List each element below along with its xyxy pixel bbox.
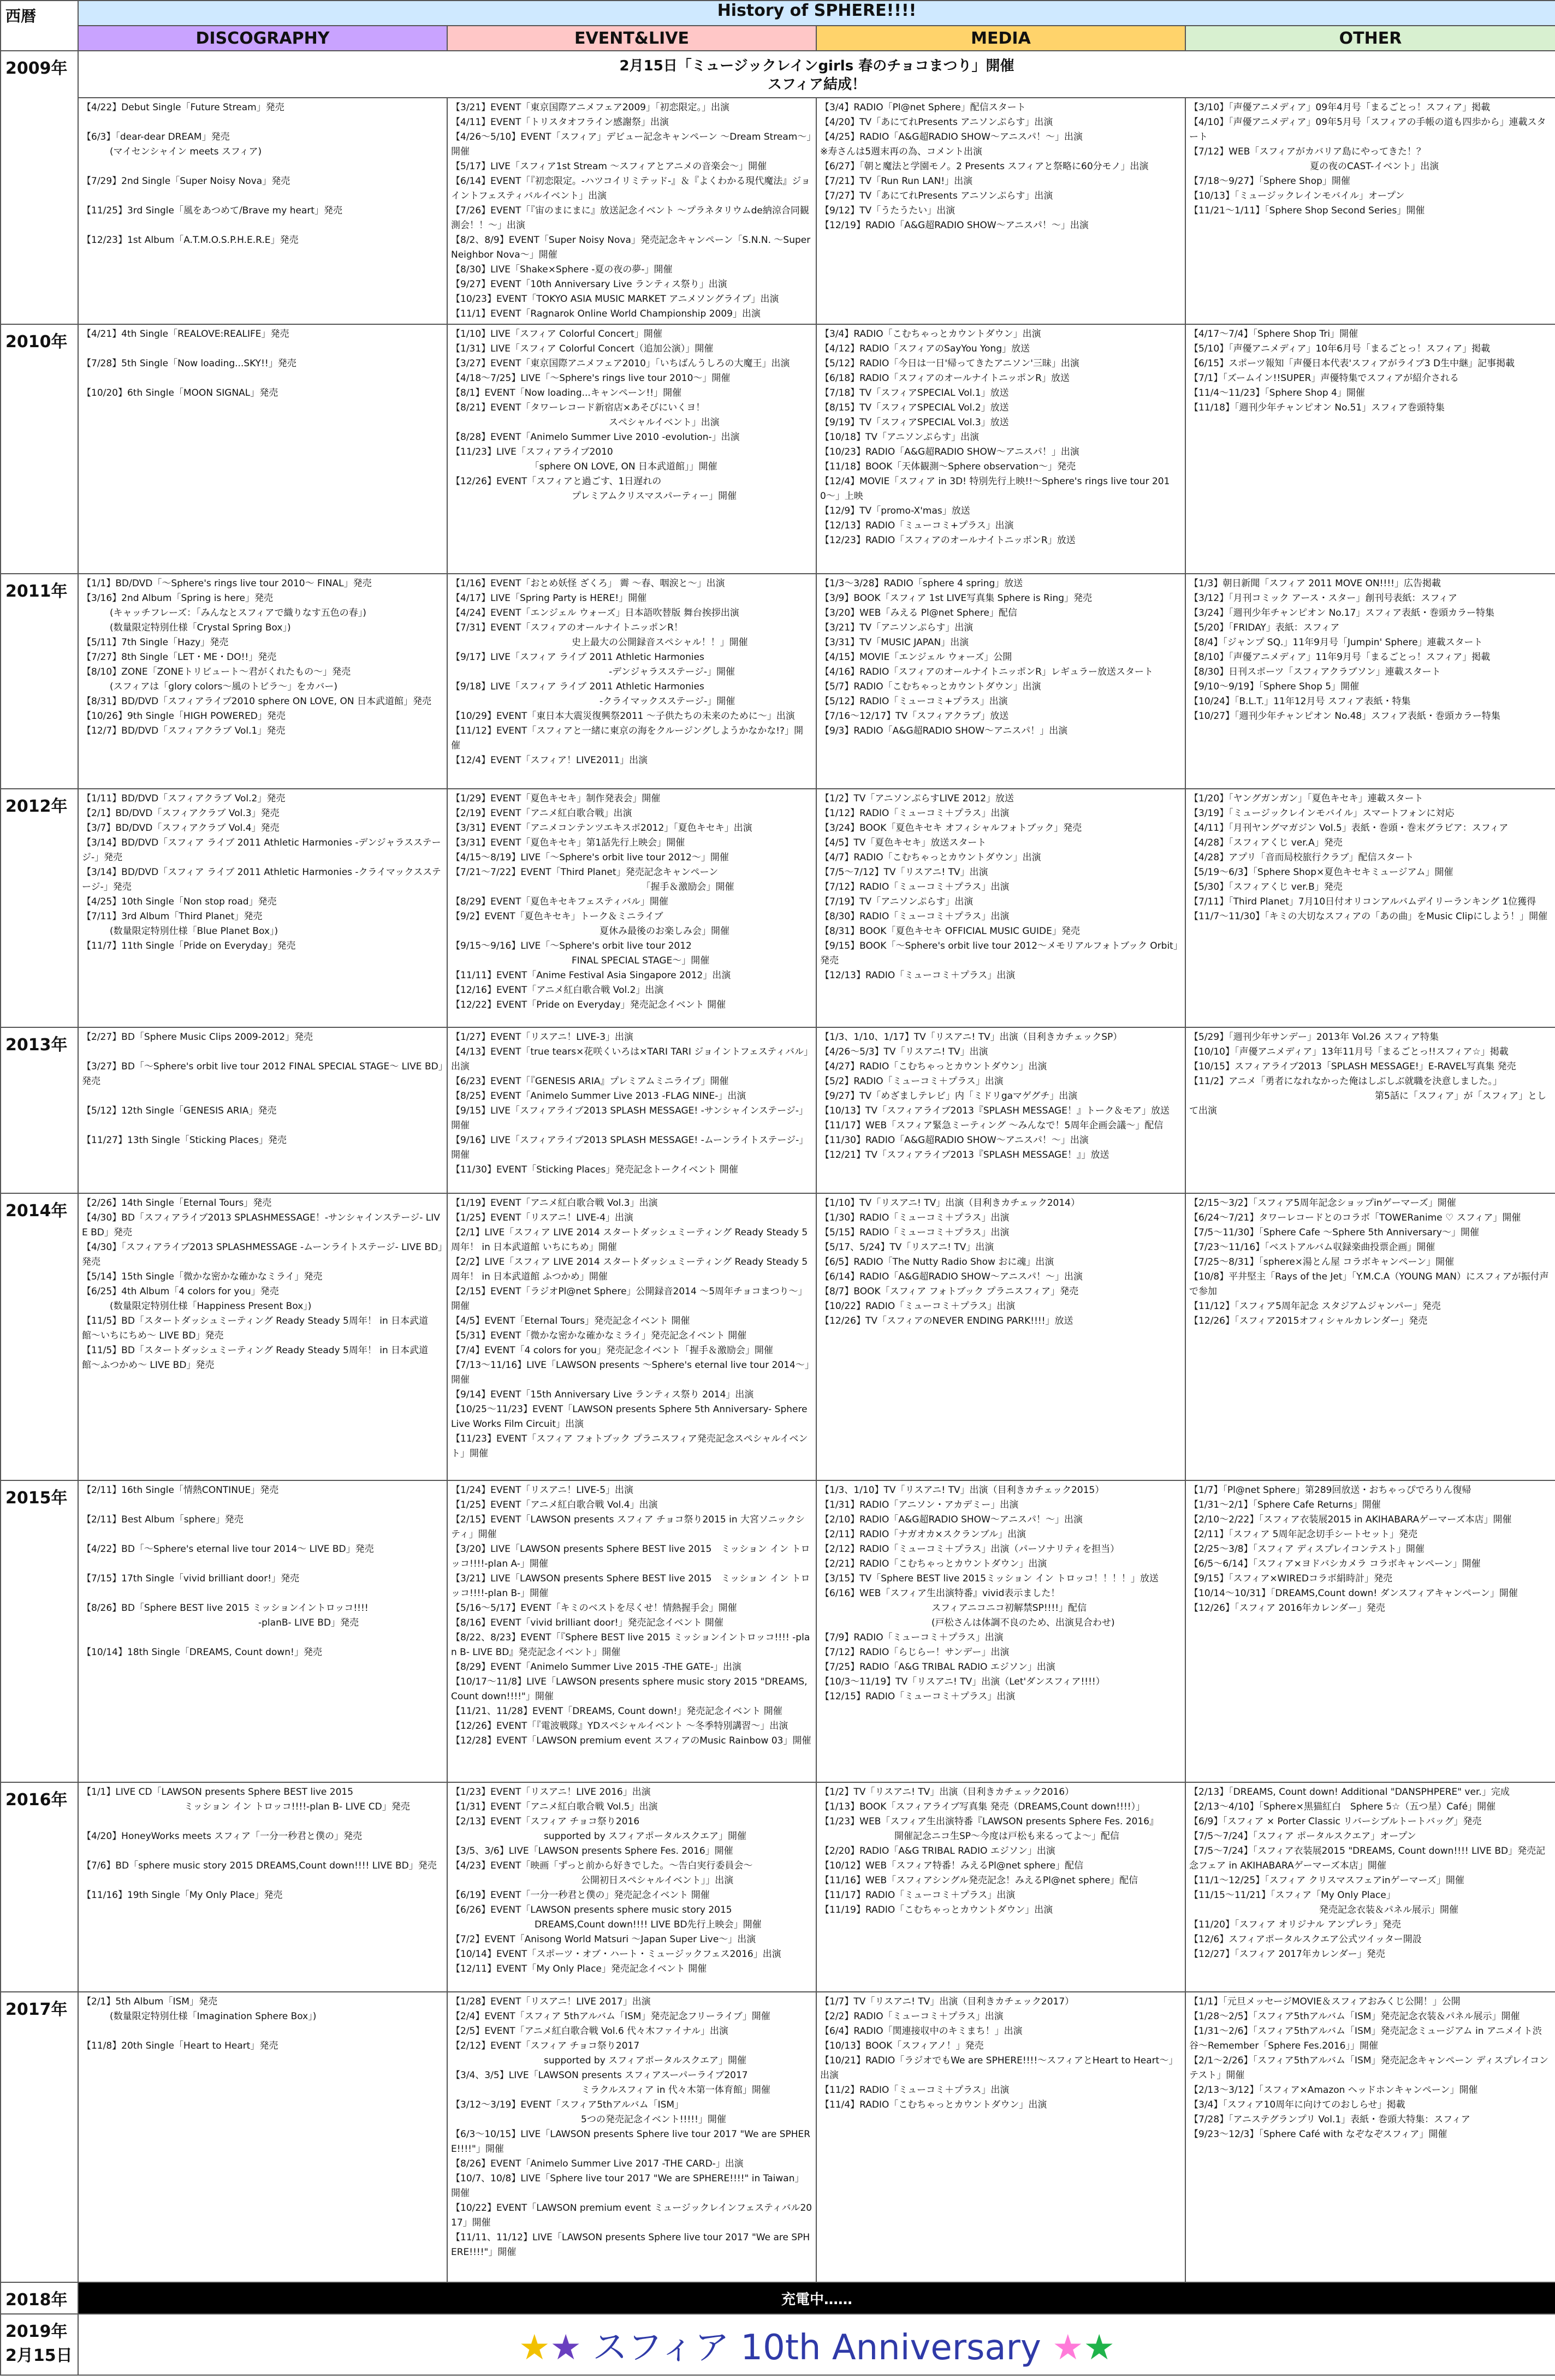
- year-row-2009: [1, 51, 1555, 98]
- year-label: 2011年: [1, 574, 78, 789]
- media-cell: 【1/10】TV「リスアニ! TV」出演（目利きカチェック2014） 【1/30】RADIO「ミューコミ＋プラス」出演 【5/15】RADIO「ミューコミ＋プラス」出演 【5/17、5/24】TV「リスアニ! TV」出演 【6/5】RADIO「The Nutty Radio Show おに魂」出演 【6/14】RADIO「A&G超RADIO SHOW〜アニスパ！〜」出演 【8/7】BOOK「スフィア フォトブック プラニスフィア」発売 【10/22】RADIO「ミューコミ＋プラス」出演 【12/26】TV「スフィアのNEVER ENDING PARK!!!!」放送: [816, 1193, 1185, 1480]
- charging-banner: 充電中……: [78, 2282, 1555, 2314]
- year-label: 2016年: [1, 1782, 78, 1992]
- category-other: OTHER: [1185, 26, 1555, 51]
- media-cell: 【1/7】TV「リスアニ! TV」出演（目利きカチェック2017） 【2/2】RADIO「ミューコミ＋プラス」出演 【6/4】RADIO「関連接収中のキミまち！」出演 【10/13】BOOK「スフィアノ！」発売 【10/21】RADIO「ラジオでもWe are SPHERE!!!!〜スフィアとHeart to Heart〜」出演 【11/2】RADIO「ミューコミ＋プラス」出演 【11/4】RADIO「こむちゃっとカウントダウン」出演: [816, 1992, 1185, 2282]
- year-label: 2012年: [1, 789, 78, 1027]
- category-discography: DISCOGRAPHY: [78, 26, 447, 51]
- discography-cell: 【4/22】Debut Single「Future Stream」発売 【6/3】「dear-dear DREAM」発売 (マイセンシャイン meets スフィア) 【7/29】2nd Single「Super Noisy Nova」発売 【11/25】3rd Single「風をあつめて/Brave my heart」発売 【12/23】1st Album「A.T.M.O.S.P.H.E.R.E」発売: [78, 98, 447, 324]
- event-cell: 【1/29】EVENT「夏色キセキ」制作発表会」開催 【2/19】EVENT「アニメ紅白歌合戦」出演 【3/31】EVENT「アニメコンテンツエキスポ2012」「夏色キセキ」出演 【3/31】EVENT「夏色キセキ」第1話先行上映会」開催 【4/15〜8/19】LIVE「〜Sphere's orbit live tour 2012〜」開催 【7/21〜7/22】EVENT「Third Planet」発売記念キャンペーン 「握手＆激励会」開催 【8/29】EVENT「夏色キセキフェスティバル」開催 【9/2】EVENT「夏色キセキ」トーク＆ミニライブ 夏休み最後のお楽しみ会」開催 【9/15〜9/16】LIVE「〜Sphere's orbit live tour 2012 FINAL SPECIAL STAGE〜」開催 【11/11】EVENT「Anime Festival Asia Singapore 2012」出演 【12/16】EVENT「アニメ紅白歌合戦 Vol.2」出演 【12/22】EVENT「Pride on Everyday」発売記念イベント 開催: [447, 789, 816, 1027]
- year-row-2011: [1, 574, 1555, 789]
- event-cell: 【1/28】EVENT「リスアニ！LIVE 2017」出演 【2/4】EVENT「スフィア 5thアルバム「ISM」発売記念フリーライブ」開催 【2/5】EVENT「アニメ紅白歌合戦 Vol.6 代々木ファイナル」出演 【2/12】EVENT「スフィア チョコ祭り2017 supported by スフィアポータルスクエア」開催 【3/4、3/5】LIVE「LAWSON presents スフィアスーパーライブ2017 ミラクルスフィア in 代々木第一体育館」開催 【3/12〜3/19】EVENT「スフィア5thアルバム「ISM」 5つの発売記念イベント!!!!!」開催 【6/3〜10/15】LIVE「LAWSON presents Sphere live tour 2017 "We are SPHERE!!!!"」開催 【8/26】EVENT「Animelo Summer Live 2017 -THE CARD-」出演 【10/7、10/8】LIVE「Sphere live tour 2017 "We are SPHERE!!!!" in Taiwan」開催 【10/22】EVENT「LAWSON premium event ミュージックレインフェスティバル2017」開催 【11/11、11/12】LIVE「LAWSON presents Sphere live tour 2017 "We are SPHERE!!!!"」開催: [447, 1992, 816, 2282]
- category-event-live: EVENT&LIVE: [447, 26, 816, 51]
- year-label: 2015年: [1, 1480, 78, 1782]
- formation-banner: 2月15日「ミュージックレインgirls 春のチョコまつり」開催 スフィア結成！: [78, 51, 1555, 98]
- discography-cell: 【4/21】4th Single「REALOVE:REALIFE」発売 【7/28】5th Single「Now loading...SKY!!」発売 【10/20】6th Single「MOON SIGNAL」発売: [78, 324, 447, 574]
- event-cell: 【1/10】LIVE「スフィア Colorful Concert」開催 【1/31】LIVE「スフィア Colorful Concert（追加公演）」開催 【3/27】EVENT「東京国際アニメフェア2010」「いちばんうしろの大魔王」出演 【4/18〜7/25】LIVE「〜Sphere's rings live tour 2010〜」開催 【8/1】EVENT「Now loading...キャンペーン!!」開催 【8/21】EVENT「タワーレコード新宿店×あそびにいくヨ！ スペシャルイベント」出演 【8/28】EVENT「Animelo Summer Live 2010 -evolution-」出演 【11/23】LIVE「スフィアライブ2010 「sphere ON LOVE, ON 日本武道館」」開催 【12/26】EVENT「スフィアと過ごす、1日遅れの プレミアムクリスマスパーティー」開催: [447, 324, 816, 574]
- year-label: 2013年: [1, 1027, 78, 1193]
- event-cell: 【3/21】EVENT「東京国際アニメフェア2009」「初恋限定。」出演 【4/11】EVENT「トリスタオフライン感謝祭」出演 【4/26〜5/10】EVENT「スフィア」デビュー記念キャンペーン 〜Dream Stream〜」開催 【5/17】LIVE「スフィア1st Stream 〜スフィアとアニメの音楽会〜」開催 【6/14】EVENT「『初恋限定。-ハツコイリミテッド-』＆『よくわかる現代魔法』ジョイントフェスティバルイベント」出演 【7/26】EVENT「『宙のまにまに』放送記念イベント 〜プラネタリウムde納涼合同観測会！！〜」出演 【8/2、8/9】EVENT「Super Noisy Nova」発売記念キャンペーン「S.N.N. 〜Super Neighbor Nova〜」開催 【8/30】LIVE「Shake×Sphere -夏の夜の夢-」開催 【9/27】EVENT「10th Anniversary Live ランティス祭り」出演 【10/23】EVENT「TOKYO ASIA MUSIC MARKET アニメソングライブ」出演 【11/1】EVENT「Ragnarok Online World Championship 2009」出演: [447, 98, 816, 324]
- event-cell: 【1/16】EVENT「おとめ妖怪 ざくろ」 霽 〜春、咽涙と〜」出演 【4/17】LIVE「Spring Party is HERE!」開催 【4/24】EVENT「エンジェル ウォーズ」日本語吹替版 舞台挨拶出演 【7/31】EVENT「スフィアのオールナイトニッポンR！ 史上最大の公開録音スペシャル！！」開催 【9/17】LIVE「スフィア ライブ 2011 Athletic Harmonies -デンジャラスステージ-」開催 【9/18】LIVE「スフィア ライブ 2011 Athletic Harmonies -クライマックスステージ-」開催 【10/29】EVENT「東日本大震災復興祭2011 〜子供たちの未来のために〜」出演 【11/12】EVENT「スフィアと一緒に東京の海をクルージングしようかなかな!?」開催 【12/4】EVENT「スフィア！LIVE2011」出演: [447, 574, 816, 789]
- year-row-2010: [1, 324, 1555, 574]
- other-cell: 【2/15〜3/2】「スフィア5周年記念ショップinゲーマーズ」開催 【6/24〜7/21】タワーレコードとのコラボ「TOWERanime ♡ スフィア」開催 【7/5〜11/30】「Sphere Cafe 〜Sphere 5th Anniversary〜」開催 【7/23〜11/16】「ベストアルバム収録楽曲投票企画」開催 【7/25〜8/31】「sphere×湯とん屋 コラボキャンペーン」開催 【10/8】平井堅主「Rays of the Jet」「Y.M.C.A（YOUNG MAN）にスフィアが振付声で参加 【11/12】「スフィア5周年記念 スタジアムジャンパー」発売 【12/26】「スフィア2015オフィシャルカレンダー」発売: [1185, 1193, 1555, 1480]
- year-label: 2019年 2月15日: [1, 2314, 78, 2375]
- other-cell: 【4/17〜7/4】「Sphere Shop Tri」開催 【5/10】「声優アニメディア」10年6月号「まるごとっ！スフィア」掲載 【6/15】スポーツ報知「声優日本代表'スフィアがライブ3 D生中継」記事掲載 【7/1】「ズームイン!!SUPER」声優特集でスフィアが紹介される 【11/4〜11/23】「Sphere Shop 4」開催 【11/18】「週刊少年チャンピオン No.51」スフィア巻頭特集: [1185, 324, 1555, 574]
- year-label: 2010年: [1, 324, 78, 574]
- year-row-2019: [1, 2314, 1555, 2375]
- event-cell: 【1/23】EVENT「リスアニ！LIVE 2016」出演 【1/31】EVENT「アニメ紅白歌合戦 Vol.5」出演 【2/13】EVENT「スフィア チョコ祭り2016 supported by スフィアポータルスクエア」開催 【3/5、3/6】LIVE「LAWSON presents Sphere Fes. 2016」開催 【4/23】EVENT「映画「ずっと前から好きでした。〜告白実行委員会〜 公開初日スペシャルイベント」」出演 【6/19】EVENT「一分一秒君と僕の」発売記念イベント 開催 【6/26】EVENT「LAWSON presents sphere music story 2015 DREAMS,Count down!!!! LIVE BD先行上映会」開催 【7/2】EVENT「Anisong World Matsuri 〜Japan Super Live〜」出演 【10/14】EVENT「スポーツ・オブ・ハート・ミュージックフェス2016」出演 【12/11】EVENT「My Only Place」発売記念イベント 開催: [447, 1782, 816, 1992]
- year-label: 2017年: [1, 1992, 78, 2282]
- discography-cell: 【1/1】LIVE CD「LAWSON presents Sphere BEST live 2015 ミッション イン トロッコ!!!!-plan B- LIVE CD」発売 【4/20】HoneyWorks meets スフィア「一分一秒君と僕の」発売 【7/6】BD「sphere music story 2015 DREAMS,Count down!!!! LIVE BD」発売 【11/16】19th Single「My Only Place」発売: [78, 1782, 447, 1992]
- other-cell: 【1/7】「Pl@net Sphere」第289回放送・おちゃっぴでろりん復帰 【1/31〜2/1】「Sphere Cafe Returns」開催 【2/10〜2/22】「スフィア衣装展2015 in AKIHABARAゲーマーズ本店」開催 【2/11】「スフィア 5周年記念切手シートセット」発売 【2/25〜3/8】「スフィア ディスプレイコンテスト」開催 【6/5〜6/14】「スフィア×ヨドバシカメラ コラボキャンペーン」開催 【9/15】「スフィア×WIREDコラボ絹時計」発売 【10/14〜10/31】「DREAMS,Count down! ダンスフィアキャンペーン」開催 【12/26】「スフィア 2016年カレンダー」発売: [1185, 1480, 1555, 1782]
- anniversary-text: スフィア 10th Anniversary: [592, 2328, 1041, 2368]
- year-label: 2009年: [1, 51, 78, 324]
- media-cell: 【1/2】TV「リスアニ! TV」出演（目利きカチェック2016） 【1/13】BOOK「スフィアライブ写真集 発売（DREAMS,Count down!!!!）」 【1/23】WEB「スフィア生出演特番『LAWSON presents Sphere Fes. 2016』 開催記念ニコ生SP〜今度は戸松も来るってよ〜」配信 【2/20】RADIO「A&G TRIBAL RADIO エジソン」出演 【10/12】WEB「スフィア特番！みえるPl@net sphere」配信 【11/16】WEB「スフィアシングル発売記念！みえるPl@net sphere」配信 【11/17】RADIO「ミューコミ＋プラス」出演 【11/19】RADIO「こむちゃっとカウントダウン」出演: [816, 1782, 1185, 1992]
- year-column-header: 西暦: [1, 1, 78, 51]
- other-cell: 【5/29】「週刊少年サンデー」2013年 Vol.26 スフィア特集 【10/10】「声優アニメディア」13年11月号「まるごとっ!!スフィア☆」掲載 【10/15】スフィアライブ2013「SPLASH MESSAGE!」E-RAVEL写真集 発売 【11/2】アニメ「勇者になれなかった俺はしぶしぶ就職を決意しました。」 第5話に「スフィア」が「スフィア」として出演: [1185, 1027, 1555, 1193]
- year-row-2014: [1, 1193, 1555, 1480]
- year-row-2015: [1, 1480, 1555, 1782]
- event-cell: 【1/24】EVENT「リスアニ！LIVE-5」出演 【1/25】EVENT「アニメ紅白歌合戦 Vol.4」出演 【2/15】EVENT「LAWSON presents スフィア チョコ祭り2015 in 大宮ソニックシティ」開催 【3/20】LIVE「LAWSON presents Sphere BEST live 2015 ミッション イン トロッコ!!!!-plan A-」開催 【3/21】LIVE「LAWSON presents Sphere BEST live 2015 ミッション イン トロッコ!!!!-plan B-」開催 【5/16〜5/17】EVENT「キミのベストを尽くせ！情熱握手会」開催 【8/16】EVENT「vivid brilliant door!」発売記念イベント 開催 【8/22、8/23】EVENT「『Sphere BEST live 2015 ミッションイントロッコ!!!! -plan B- LIVE BD』発売記念イベント」開催 【8/29】EVENT「Animelo Summer Live 2015 -THE GATE-」出演 【10/17〜11/8】LIVE「LAWSON presents sphere music story 2015 "DREAMS, Count down!!!!"」開催 【11/21、11/28】EVENT「DREAMS, Count down!」発売記念イベント 開催 【12/26】EVENT「『電波戦隊』YDスペシャルイベント 〜冬季特別講習〜」出演 【12/28】EVENT「LAWSON premium event スフィアのMusic Rainbow 03」開催: [447, 1480, 816, 1782]
- discography-cell: 【2/11】16th Single「情熱CONTINUE」発売 【2/11】Best Album「sphere」発売 【4/22】BD「〜Sphere's eternal live tour 2014〜 LIVE BD」発売 【7/15】17th Single「vivid brilliant door!」発売 【8/26】BD「Sphere BEST live 2015 ミッションイントロッコ!!!! -planB- LIVE BD」発売 【10/14】18th Single「DREAMS, Count down!」発売: [78, 1480, 447, 1782]
- discography-cell: 【2/1】5th Album「ISM」発売 (数量限定特別仕様「Imagination Sphere Box」) 【11/8】20th Single「Heart to Heart」発売: [78, 1992, 447, 2282]
- other-cell: 【1/3】朝日新聞「スフィア 2011 MOVE ON!!!!」広告掲載 【3/12】「月刊コミック アース・スター」創刊号表紙：スフィア 【3/24】「週刊少年チャンピオン No.17」スフィア表紙・巻頭カラー特集 【5/20】「FRIDAY」表紙：スフィア 【8/4】「ジャンプ SQ.」11年9月号「Jumpin' Sphere」連載スタート 【8/10】「声優アニメディア」11年9月号「まるごとっ！スフィア」掲載 【8/30】日刊スポーツ「スフィアクラブソン」連載スタート 【9/10〜9/19】「Sphere Shop 5」開催 【10/24】「B.L.T.」11年12月号 スフィア表紙・特集 【10/27】「週刊少年チャンピオン No.48」スフィア表紙・巻頭カラー特集: [1185, 574, 1555, 789]
- media-cell: 【1/3、1/10、1/17】TV「リスアニ! TV」出演（目利きカチェックSP） 【4/26〜5/3】TV「リスアニ! TV」出演 【4/27】RADIO「こむちゃっとカウントダウン」出演 【5/2】RADIO「ミューコミ＋プラス」出演 【9/27】TV「めざましテレビ」内「ミドリgaマゲグチ」出演 【10/13】TV「スフィアライブ2013『SPLASH MESSAGE！』トーク＆モア」放送 【11/17】WEB「スフィア緊急ミーティング 〜みんなで！5周年企画会議〜」配信 【11/30】RADIO「A&G超RADIO SHOW〜アニスパ！〜」出演 【12/21】TV「スフィアライブ2013『SPLASH MESSAGE！』」放送: [816, 1027, 1185, 1193]
- event-cell: 【1/19】EVENT「アニメ紅白歌合戦 Vol.3」出演 【1/25】EVENT「リスアニ！LIVE-4」出演 【2/1】LIVE「スフィア LIVE 2014 スタートダッシュミーティング Ready Steady 5周年！ in 日本武道館 いちにちめ」開催 【2/2】LIVE「スフィア LIVE 2014 スタートダッシュミーティング Ready Steady 5周年！ in 日本武道館 ふつかめ」開催 【2/15】EVENT「ラジオPl@net Sphere」公開録音2014 〜5周年チョコまつり〜」開催 【4/5】EVENT「Eternal Tours」発売記念イベント 開催 【5/31】EVENT「微かな密かな確かなミライ」発売記念イベント 開催 【7/4】EVENT「4 colors for you」発売記念イベント「握手＆激励会」開催 【7/13〜11/16】LIVE「LAWSON presents 〜Sphere's eternal live tour 2014〜」開催 【9/14】EVENT「15th Anniversary Live ランティス祭り 2014」出演 【10/25〜11/23】EVENT「LAWSON presents Sphere 5th Anniversary- Sphere Live Works Film Circuit」出演 【11/23】EVENT「スフィア フォトブック プラニスフィア発売記念スペシャルイベント」開催: [447, 1193, 816, 1480]
- media-cell: 【1/3、1/10】TV「リスアニ! TV」出演（目利きカチェック2015） 【1/31】RADIO「アニソン・アカデミー」出演 【2/10】RADIO「A&G超RADIO SHOW〜アニスパ！〜」出演 【2/11】RADIO「ナガオカ×スクランブル」出演 【2/12】RADIO「ミューコミ＋プラス」出演（パーソナリティを担当） 【2/21】RADIO「こむちゃっとカウントダウン」出演 【3/15】TV「Sphere BEST live 2015ミッション イン トロッコ！！！！」放送 【6/16】WEB「スフィア生出演特番』vivid表示ました！ スフィアニコニコ初解禁SP!!!!」配信 (戸松さんは体調不良のため、出演見合わせ) 【7/9】RADIO「ミューコミ＋プラス」出演 【7/12】RADIO「らじらー！サンデー」出演 【7/25】RADIO「A&G TRIBAL RADIO エジソン」出演 【10/3〜11/19】TV「リスアニ! TV」出演（Let'ダンスフィア!!!!） 【12/15】RADIO「ミューコミ＋プラス」出演: [816, 1480, 1185, 1782]
- other-cell: 【1/20】「ヤングガンガン」「夏色キセキ」連載スタート 【3/19】「ミュージックレインモバイル」スマートフォンに対応 【4/11】「月刊ヤングマガジン Vol.5」表紙・巻頭・巻末グラビア：スフィア 【4/28】「スフィアくじ ver.A」発売 【4/28】アプリ「音而局校旅行クラブ」配信スタート 【5/19〜6/3】「Sphere Shop×夏色キセキミュージアム」開催 【5/30】「スフィアくじ ver.B」発売 【7/11】「Third Planet」7月10日付オリコンアルバムデイリーランキング 1位獲得 【11/7〜11/30】「キミの大切なスフィアの「あの曲」をMusic Clipにしよう！」開催: [1185, 789, 1555, 1027]
- page-title: History of SPHERE!!!!: [78, 1, 1555, 26]
- anniversary-banner: [78, 2314, 1555, 2375]
- year-row-2017: [1, 1992, 1555, 2282]
- media-cell: 【1/3〜3/28】RADIO「sphere 4 spring」放送 【3/9】BOOK「スフィア 1st LIVE写真集 Sphere is Ring」発売 【3/20】WEB「みえる Pl@net Sphere」配信 【3/21】TV「アニソンぷらす」出演 【3/31】TV「MUSIC JAPAN」出演 【4/15】MOVIE「エンジェル ウォーズ」公開 【4/16】RADIO「スフィアのオールナイトニッポンR」レギュラー放送スタート 【5/7】RADIO「こむちゃっとカウントダウン」出演 【5/12】RADIO「ミューコミ+プラス」出演 【7/16〜12/17】TV「スフィアクラブ」放送 【9/3】RADIO「A&G超RADIO SHOW〜アニスパ！」出演: [816, 574, 1185, 789]
- year-row-2013: [1, 1027, 1555, 1193]
- event-cell: 【1/27】EVENT「リスアニ！LIVE-3」出演 【4/13】EVENT「true tears×花咲くいろは×TARI TARI ジョイントフェスティバル」出演 【6/23】EVENT「『GENESIS ARIA』プレミアムミニライブ」開催 【8/25】EVENT「Animelo Summer Live 2013 -FLAG NINE-」出演 【9/15】LIVE「スフィアライブ2013 SPLASH MESSAGE! -サンシャインステージ-」開催 【9/16】LIVE「スフィアライブ2013 SPLASH MESSAGE! -ムーンライトステージ-」開催 【11/30】EVENT「Sticking Places」発売記念トークイベント 開催: [447, 1027, 816, 1193]
- media-cell: 【3/4】RADIO「こむちゃっとカウントダウン」出演 【4/12】RADIO「スフィアのSayYou Yong」放送 【5/12】RADIO「今日は一日'帰ってきたアニソン'三昧」出演 【6/18】RADIO「スフィアのオールナイトニッポンR」放送 【7/18】TV「スフィアSPECIAL Vol.1」放送 【8/15】TV「スフィアSPECIAL Vol.2」放送 【9/19】TV「スフィアSPECIAL Vol.3」放送 【10/18】TV「アニソンぷらす」出演 【10/23】RADIO「A&G超RADIO SHOW〜アニスパ！」出演 【11/18】BOOK「天体観測〜Sphere observation〜」発売 【12/4】MOVIE「スフィア in 3D! 特別先行上映!!〜Sphere's rings live tour 2010〜」上映 【12/9】TV「promo-X'mas」放送 【12/13】RADIO「ミューコミ+プラス」出演 【12/23】RADIO「スフィアのオールナイトニッポンR」放送: [816, 324, 1185, 574]
- media-cell: 【3/4】RADIO「Pl@net Sphere」配信スタート 【4/20】TV「あにてれPresents アニソンぷらす」出演 【4/25】RADIO「A&G超RADIO SHOW〜アニスパ！〜」出演 ※寿さんは5週末再の為、コメント出演 【6/27】「朝と魔法と学園モノ。2 Presents スフィアと祭略に60分モノ」出演 【7/21】TV「Run Run LAN!」出演 【7/27】TV「あにてれPresents アニソンぷらす」出演 【9/12】TV「うたうたい」出演 【12/19】RADIO「A&G超RADIO SHOW〜アニスパ！〜」出演: [816, 98, 1185, 324]
- discography-cell: 【2/27】BD「Sphere Music Clips 2009-2012」発売 【3/27】BD「〜Sphere's orbit live tour 2012 FINAL SPECIAL STAGE〜 LIVE BD」発売 【5/12】12th Single「GENESIS ARIA」発売 【11/27】13th Single「Sticking Places」発売: [78, 1027, 447, 1193]
- discography-cell: 【2/26】14th Single「Eternal Tours」発売 【4/30】BD「スフィアライブ2013 SPLASHMESSAGE！-サンシャインステージ- LIVE BD」発売 【4/30】「スフィアライブ2013 SPLASHMESSAGE -ムーンライトステージ- LIVE BD」発売 【5/14】15th Single「微かな密かな確かなミライ」発売 【6/25】4th Album「4 colors for you」発売 (数量限定特別仕様「Happiness Present Box」) 【11/5】BD「スタートダッシュミーティング Ready Steady 5周年！ in 日本武道館〜いちにちめ〜 LIVE BD」発売 【11/5】BD「スタートダッシュミーティング Ready Steady 5周年！ in 日本武道館〜ふつかめ〜 LIVE BD」発売: [78, 1193, 447, 1480]
- year-row-2016: [1, 1782, 1555, 1992]
- other-cell: 【1/1】「元旦メッセージMOVIE＆スフィアおみくじ公開！」公開 【1/28〜2/5】「スフィア5thアルバム「ISM」発売記念衣装＆パネル展示」開催 【1/31〜2/6】「スフィア5thアルバム「ISM」発売記念ミュージアム in アニメイト渋谷〜Remember「Sphere Fes.2016」」開催 【2/1〜2/26】「スフィア5thアルバム「ISM」発売記念キャンペーン ディスプレイコンテスト」開催 【2/13〜3/12】「スフィア×Amazon ヘッドホンキャンペーン」開催 【3/4】「スフィア10周年に向けてのおしらせ」掲載 【7/28】「アニステグランプリ Vol.1」表紙・巻頭大特集：スフィア 【9/23〜12/3】「Sphere Café with なぞなぞスフィア」開催: [1185, 1992, 1555, 2282]
- discography-cell: 【1/1】BD/DVD「〜Sphere's rings live tour 2010〜 FINAL」発売 【3/16】2nd Album「Spring is here」発売 (キャッチフレーズ：「みんなとスフィアで織りなす五色の春」) (数量限定特別仕様「Crystal Spring Box」) 【5/11】7th Single「Hazy」発売 【7/27】8th Single「LET・ME・DO!!」発売 【8/10】ZONE「ZONEトリビュート〜君がくれたもの〜」発売 (スフィアは「glory colors〜風のトビラ〜」をカバー) 【8/31】BD/DVD「スフィアライブ2010 sphere ON LOVE, ON 日本武道館」発売 【10/26】9th Single「HIGH POWERED」発売 【12/7】BD/DVD「スフィアクラブ Vol.1」発売: [78, 574, 447, 789]
- star-icons-right: ★★: [1052, 2328, 1115, 2368]
- star-icons-left: ★★: [519, 2328, 581, 2368]
- year-label: 2014年: [1, 1193, 78, 1480]
- year-row-2012: [1, 789, 1555, 1027]
- other-cell: 【3/10】「声優アニメディア」09年4月号「まるごとっ！スフィア」掲載 【4/10】「声優アニメディア」09年5月号「スフィアの手帳の道も四歩から」連載スタート 【7/12】WEB「スフィアがカバリア島にやってきた！？ 夏の夜のCAST-イベント」出演 【7/18〜9/27】「Sphere Shop」開催 【10/13】「ミュージックレインモバイル」オープン 【11/21〜1/11】「Sphere Shop Second Series」開催: [1185, 98, 1555, 324]
- year-label: 2018年: [1, 2282, 78, 2314]
- discography-cell: 【1/11】BD/DVD「スフィアクラブ Vol.2」発売 【2/1】BD/DVD「スフィアクラブ Vol.3」発売 【3/7】BD/DVD「スフィアクラブ Vol.4」発売 【3/14】BD/DVD「スフィア ライブ 2011 Athletic Harmonies -デンジャラスステージ-」発売 【3/14】BD/DVD「スフィア ライブ 2011 Athletic Harmonies -クライマックスステージ-」発売 【4/25】10th Single「Non stop road」発売 【7/11】3rd Album「Third Planet」発売 (数量限定特別仕様「Blue Planet Box」) 【11/7】11th Single「Pride on Everyday」発売: [78, 789, 447, 1027]
- other-cell: 【2/13】「DREAMS, Count down! Additional "DANSPHPERE" ver.」完成 【2/13〜4/10】「Sphere×黒猫紅白 Sphere 5☆（五つ星）Café」開催 【6/9】「スフィア × Porter Classic リバーシブルトートバッグ」発売 【7/5〜7/24】「スフィア ポータルスクエア」オープン 【7/5〜7/24】「スフィア衣装展2015 "DREAMS, Count down!!!! LIVE BD」発売記念フェア in AKIHABARAゲーマーズ本店」開催 【11/1〜12/25】「スフィア クリスマスフェアinゲーマーズ」開催 【11/15〜11/21】「スフィア「My Only Place」 発売記念衣装＆パネル展示」開催 【11/20】「スフィア オリジナル アンプレラ」発売 【12/6】スフィアポータルスクエア公式ツイッター開設 【12/27】「スフィア 2017年カレンダー」発売: [1185, 1782, 1555, 1992]
- year-row-2018: [1, 2282, 1555, 2314]
- category-media: MEDIA: [816, 26, 1185, 51]
- media-cell: 【1/2】TV「アニソンぷらすLIVE 2012」放送 【1/12】RADIO「ミューコミ＋プラス」出演 【3/24】BOOK「夏色キセキ オフィシャルフォトブック」発売 【4/5】TV「夏色キセキ」放送スタート 【4/7】RADIO「こむちゃっとカウントダウン」出演 【7/5〜7/12】TV「リスアニ! TV」出演 【7/12】RADIO「ミューコミ＋プラス」出演 【7/19】TV「アニソンぷらす」出演 【8/30】RADIO「ミューコミ＋プラス」出演 【8/31】BOOK「夏色キセキ OFFICIAL MUSIC GUIDE」発売 【9/15】BOOK「〜Sphere's orbit live tour 2012〜メモリアルフォトブック Orbit」発売 【12/13】RADIO「ミューコミ＋プラス」出演: [816, 789, 1185, 1027]
